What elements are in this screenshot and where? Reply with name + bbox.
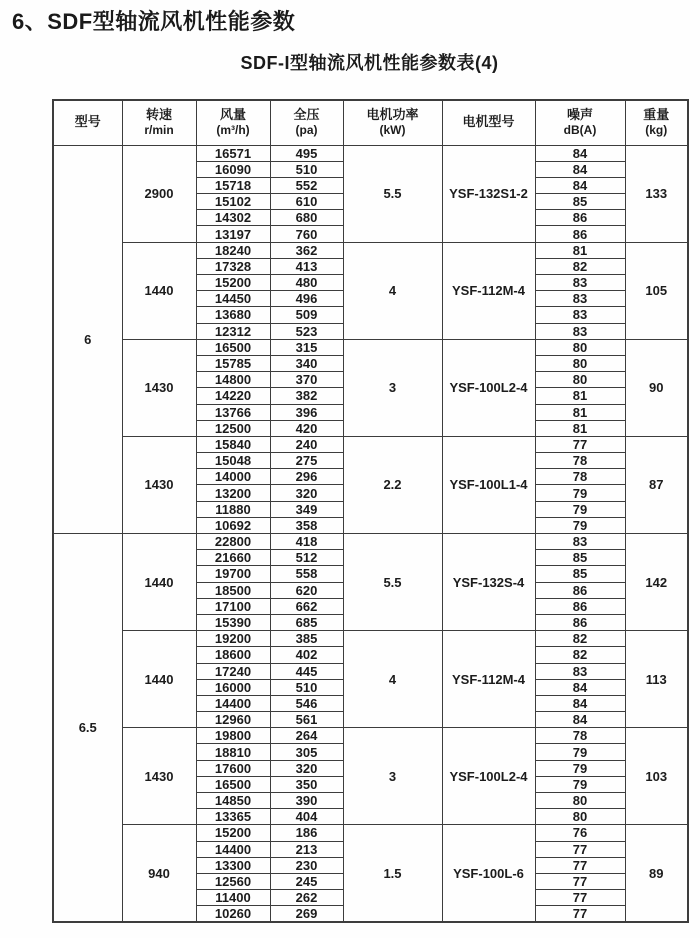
noise-cell: 77 [535,906,625,923]
weight-cell: 89 [625,825,688,922]
flow-cell: 17240 [196,663,270,679]
speed-cell: 940 [122,825,196,922]
col-header-speed: 转速 r/min [122,100,196,145]
flow-cell: 10692 [196,517,270,533]
flow-cell: 14400 [196,841,270,857]
flow-cell: 19200 [196,631,270,647]
model-cell: 6.5 [53,534,122,923]
col-header-motor-model: 电机型号 [442,100,535,145]
pressure-cell: 620 [270,582,343,598]
flow-cell: 19800 [196,728,270,744]
pressure-cell: 320 [270,485,343,501]
pressure-cell: 385 [270,631,343,647]
flow-cell: 10260 [196,906,270,923]
flow-cell: 18810 [196,744,270,760]
noise-cell: 86 [535,614,625,630]
pressure-cell: 445 [270,663,343,679]
pressure-cell: 362 [270,242,343,258]
pressure-cell: 382 [270,388,343,404]
power-cell: 2.2 [343,436,442,533]
flow-cell: 14400 [196,695,270,711]
weight-cell: 103 [625,728,688,825]
noise-cell: 82 [535,647,625,663]
noise-cell: 77 [535,890,625,906]
flow-cell: 14800 [196,372,270,388]
flow-cell: 15390 [196,614,270,630]
col-header-motor-power: 电机功率 (kW) [343,100,442,145]
table-row [53,825,688,841]
pressure-cell: 558 [270,566,343,582]
speed-cell: 1440 [122,242,196,339]
col-header-airflow: 风量 (m³/h) [196,100,270,145]
noise-cell: 78 [535,453,625,469]
noise-cell: 80 [535,339,625,355]
pressure-cell: 305 [270,744,343,760]
table-row [53,339,688,355]
noise-cell: 86 [535,598,625,614]
noise-cell: 79 [535,760,625,776]
pressure-cell: 269 [270,906,343,923]
flow-cell: 18500 [196,582,270,598]
noise-cell: 77 [535,873,625,889]
pressure-cell: 496 [270,291,343,307]
pressure-cell: 546 [270,695,343,711]
pressure-cell: 315 [270,339,343,355]
weight-cell: 87 [625,436,688,533]
power-cell: 3 [343,728,442,825]
noise-cell: 81 [535,388,625,404]
pressure-cell: 186 [270,825,343,841]
model-cell: 6 [53,145,122,534]
noise-cell: 79 [535,517,625,533]
noise-cell: 80 [535,793,625,809]
pressure-cell: 420 [270,420,343,436]
pressure-cell: 510 [270,161,343,177]
flow-cell: 14220 [196,388,270,404]
flow-cell: 15200 [196,825,270,841]
power-cell: 3 [343,339,442,436]
noise-cell: 79 [535,776,625,792]
flow-cell: 14450 [196,291,270,307]
flow-cell: 13300 [196,857,270,873]
pressure-cell: 349 [270,501,343,517]
speed-cell: 1430 [122,436,196,533]
noise-cell: 84 [535,177,625,193]
pressure-cell: 402 [270,647,343,663]
pressure-cell: 552 [270,177,343,193]
flow-cell: 16000 [196,679,270,695]
noise-cell: 82 [535,258,625,274]
power-cell: 5.5 [343,534,442,631]
flow-cell: 15840 [196,436,270,452]
noise-cell: 85 [535,550,625,566]
weight-cell: 133 [625,145,688,242]
flow-cell: 12560 [196,873,270,889]
flow-cell: 16500 [196,339,270,355]
motor-cell: YSF-112M-4 [442,631,535,728]
table-row [53,242,688,258]
pressure-cell: 480 [270,275,343,291]
noise-cell: 81 [535,242,625,258]
noise-cell: 76 [535,825,625,841]
flow-cell: 15785 [196,355,270,371]
flow-cell: 13200 [196,485,270,501]
flow-cell: 16090 [196,161,270,177]
flow-cell: 13365 [196,809,270,825]
noise-cell: 83 [535,275,625,291]
table-row [53,534,688,550]
noise-cell: 77 [535,857,625,873]
flow-cell: 15718 [196,177,270,193]
flow-cell: 12960 [196,712,270,728]
noise-cell: 80 [535,372,625,388]
flow-cell: 17600 [196,760,270,776]
flow-cell: 12500 [196,420,270,436]
power-cell: 4 [343,242,442,339]
pressure-cell: 213 [270,841,343,857]
noise-cell: 86 [535,582,625,598]
noise-cell: 78 [535,728,625,744]
pressure-cell: 230 [270,857,343,873]
pressure-cell: 240 [270,436,343,452]
pressure-cell: 495 [270,145,343,161]
flow-cell: 13766 [196,404,270,420]
speed-cell: 1440 [122,534,196,631]
flow-cell: 15048 [196,453,270,469]
pressure-cell: 680 [270,210,343,226]
speed-cell: 1440 [122,631,196,728]
flow-cell: 14850 [196,793,270,809]
noise-cell: 78 [535,469,625,485]
table-header [53,100,688,145]
motor-cell: YSF-132S1-2 [442,145,535,242]
noise-cell: 82 [535,631,625,647]
flow-cell: 16571 [196,145,270,161]
flow-cell: 15102 [196,194,270,210]
flow-cell: 12312 [196,323,270,339]
weight-cell: 105 [625,242,688,339]
pressure-cell: 510 [270,679,343,695]
pressure-cell: 296 [270,469,343,485]
pressure-cell: 390 [270,793,343,809]
pressure-cell: 404 [270,809,343,825]
pressure-cell: 561 [270,712,343,728]
pressure-cell: 264 [270,728,343,744]
noise-cell: 84 [535,145,625,161]
pressure-cell: 662 [270,598,343,614]
pressure-cell: 396 [270,404,343,420]
flow-cell: 11400 [196,890,270,906]
pressure-cell: 760 [270,226,343,242]
col-header-weight: 重量 (kg) [625,100,688,145]
noise-cell: 83 [535,291,625,307]
noise-cell: 86 [535,226,625,242]
noise-cell: 81 [535,404,625,420]
pressure-cell: 523 [270,323,343,339]
page-title: 6、SDF型轴流风机性能参数 [12,9,296,34]
motor-cell: YSF-132S-4 [442,534,535,631]
noise-cell: 80 [535,355,625,371]
noise-cell: 77 [535,841,625,857]
table-row [53,728,688,744]
noise-cell: 83 [535,663,625,679]
pressure-cell: 350 [270,776,343,792]
power-cell: 5.5 [343,145,442,242]
motor-cell: YSF-100L2-4 [442,339,535,436]
pressure-cell: 413 [270,258,343,274]
flow-cell: 14302 [196,210,270,226]
noise-cell: 84 [535,712,625,728]
pressure-cell: 275 [270,453,343,469]
weight-cell: 142 [625,534,688,631]
pressure-cell: 262 [270,890,343,906]
flow-cell: 11880 [196,501,270,517]
flow-cell: 15200 [196,275,270,291]
col-header-pressure: 全压 (pa) [270,100,343,145]
noise-cell: 83 [535,307,625,323]
table-row [53,145,688,161]
pressure-cell: 340 [270,355,343,371]
flow-cell: 18600 [196,647,270,663]
noise-cell: 83 [535,534,625,550]
pressure-cell: 610 [270,194,343,210]
table-row [53,631,688,647]
power-cell: 1.5 [343,825,442,922]
col-header-model: 型号 [53,100,122,145]
noise-cell: 81 [535,420,625,436]
noise-cell: 80 [535,809,625,825]
noise-cell: 79 [535,744,625,760]
motor-cell: YSF-112M-4 [442,242,535,339]
col-header-noise: 噪声 dB(A) [535,100,625,145]
flow-cell: 17328 [196,258,270,274]
weight-cell: 90 [625,339,688,436]
pressure-cell: 685 [270,614,343,630]
noise-cell: 79 [535,501,625,517]
pressure-cell: 512 [270,550,343,566]
flow-cell: 17100 [196,598,270,614]
noise-cell: 79 [535,485,625,501]
flow-cell: 14000 [196,469,270,485]
pressure-cell: 245 [270,873,343,889]
noise-cell: 83 [535,323,625,339]
noise-cell: 86 [535,210,625,226]
weight-cell: 113 [625,631,688,728]
noise-cell: 84 [535,679,625,695]
flow-cell: 18240 [196,242,270,258]
table-title: SDF-I型轴流风机性能参数表(4) [240,53,499,73]
motor-cell: YSF-100L-6 [442,825,535,922]
noise-cell: 85 [535,566,625,582]
fan-performance-table [52,99,689,923]
motor-cell: YSF-100L1-4 [442,436,535,533]
flow-cell: 19700 [196,566,270,582]
pressure-cell: 370 [270,372,343,388]
pressure-cell: 418 [270,534,343,550]
noise-cell: 77 [535,436,625,452]
speed-cell: 1430 [122,339,196,436]
header-row [53,100,688,145]
power-cell: 4 [343,631,442,728]
table-row [53,436,688,452]
flow-cell: 13197 [196,226,270,242]
noise-cell: 84 [535,161,625,177]
table-body [53,145,688,922]
speed-cell: 1430 [122,728,196,825]
flow-cell: 21660 [196,550,270,566]
flow-cell: 13680 [196,307,270,323]
noise-cell: 84 [535,695,625,711]
flow-cell: 16500 [196,776,270,792]
pressure-cell: 358 [270,517,343,533]
noise-cell: 85 [535,194,625,210]
pressure-cell: 509 [270,307,343,323]
pressure-cell: 320 [270,760,343,776]
speed-cell: 2900 [122,145,196,242]
motor-cell: YSF-100L2-4 [442,728,535,825]
flow-cell: 22800 [196,534,270,550]
